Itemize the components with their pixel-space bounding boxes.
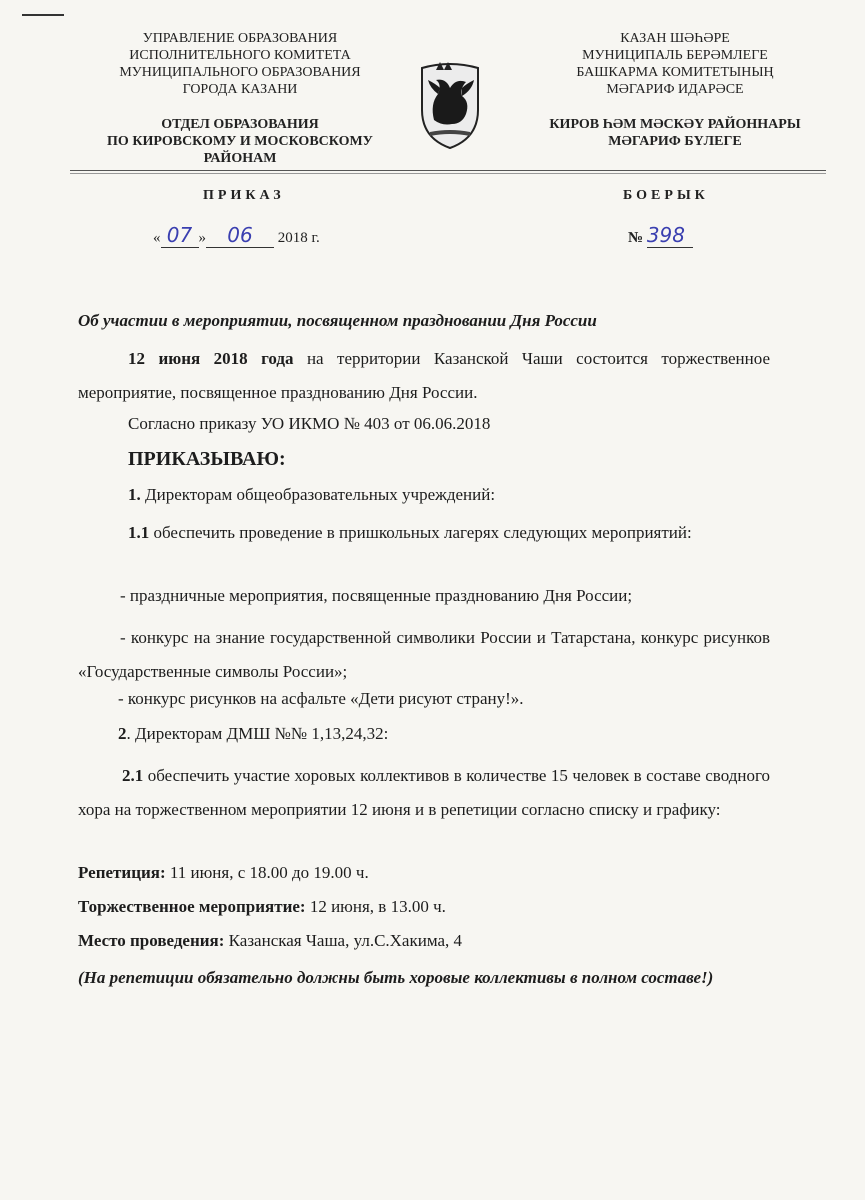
- number-value: 398: [647, 223, 693, 248]
- event-label: Торжественное мероприятие:: [78, 897, 306, 916]
- paragraph-reference: Согласно приказу УО ИКМО № 403 от 06.06.2018: [128, 414, 491, 433]
- item-2-number: 2: [118, 724, 127, 743]
- intro-date: 12 июня 2018 года: [128, 349, 294, 368]
- place-info: [78, 931, 462, 951]
- rehearsal-info: [78, 863, 369, 883]
- order-date: [153, 223, 320, 248]
- rehearsal-text: 11 июня, с 18.00 до 19.00 ч.: [165, 863, 369, 882]
- header-right-dept-line: КИРОВ ҺӘМ МӘСКӘҮ РАЙОННАРЫ: [549, 117, 801, 132]
- header-left-dept-line: ОТДЕЛ ОБРАЗОВАНИЯ: [161, 117, 319, 132]
- list-item: - праздничные мероприятия, посвященные празднованию Дня России;: [120, 586, 633, 605]
- item-1-text: Директорам общеобразовательных учреждений:: [140, 485, 496, 504]
- place-text: Казанская Чаша, ул.С.Хакима, 4: [224, 931, 463, 950]
- paragraph-intro: [78, 342, 770, 410]
- item-1-1-number: 1.1: [128, 523, 150, 542]
- header-divider: [70, 170, 826, 171]
- kazan-coat-of-arms-icon: [416, 58, 484, 150]
- header-left-line: ГОРОДА КАЗАНИ: [182, 82, 298, 97]
- document-subject: Об участии в мероприятии, посвященном праздновании Дня России: [78, 311, 597, 330]
- item-2-1-text: обеспечить участие хоровых коллективов в количестве 15 человек в составе сводного хора на торжественном мероприятии 12 июня и в репетиции согласно списку и графику:: [78, 766, 770, 819]
- header-left-dept-line: ПО КИРОВСКОМУ И МОСКОВСКОМУ: [107, 134, 373, 149]
- header-right-line: БАШКАРМА КОМИТЕТЫНЫҢ: [576, 65, 774, 80]
- intro-text: на территории Казанской Чаши состоится торжественное мероприятие, посвященное празднованию Дня России.: [78, 349, 770, 402]
- header-left-dept-line: РАЙОНАМ: [203, 151, 277, 166]
- item-1-number: 1.: [128, 485, 141, 504]
- order-number: [628, 223, 693, 248]
- event-text: 12 июня, в 13.00 ч.: [305, 897, 446, 916]
- place-label: Место проведения:: [78, 931, 225, 950]
- number-label: №: [628, 230, 647, 246]
- rehearsal-label: Репетиция:: [78, 863, 166, 882]
- date-year: 2018 г.: [274, 230, 320, 246]
- date-close-quote: »: [198, 230, 206, 246]
- date-day: 07: [161, 223, 199, 248]
- header-left-line: МУНИЦИПАЛЬНОГО ОБРАЗОВАНИЯ: [119, 65, 361, 80]
- header-right-dept-line: МӘГАРИФ БҮЛЕГЕ: [608, 134, 742, 149]
- header-right: [545, 30, 805, 150]
- header-right-line: КАЗАН ШӘҺӘРЕ: [620, 31, 730, 46]
- scan-mark: [22, 14, 64, 16]
- item-2: [118, 724, 388, 744]
- header-divider-secondary: [70, 173, 826, 174]
- date-month: 06: [206, 223, 274, 248]
- item-1: [128, 485, 495, 505]
- item-1-1: [78, 516, 770, 550]
- item-1-1-text: обеспечить проведение в пришкольных лагерях следующих мероприятий:: [149, 523, 692, 542]
- list-item: - конкурс рисунков на асфальте «Дети рисуют страну!».: [118, 689, 524, 708]
- item-2-1: [78, 759, 770, 827]
- event-info: [78, 897, 446, 917]
- order-heading: ПРИКАЗЫВАЮ:: [128, 448, 286, 470]
- header-left: [90, 30, 390, 167]
- item-2-text: . Директорам ДМШ №№ 1,13,24,32:: [126, 724, 389, 743]
- rehearsal-note: (На репетиции обязательно должны быть хоровые коллективы в полном составе!): [78, 968, 714, 987]
- header-left-line: ИСПОЛНИТЕЛЬНОГО КОМИТЕТА: [129, 48, 351, 63]
- list-item: - конкурс на знание государственной символики России и Татарстана, конкурс рисунков «Государственные символы России»;: [78, 628, 770, 681]
- prikaz-title: ПРИКАЗ: [203, 188, 285, 203]
- date-open-quote: «: [153, 230, 161, 246]
- header-right-line: МӘГАРИФ ИДАРӘСЕ: [606, 82, 744, 97]
- boeryk-title: БОЕРЫК: [623, 188, 709, 203]
- header-right-department: [545, 116, 805, 150]
- header-left-department: [90, 116, 390, 167]
- header-left-line: УПРАВЛЕНИЕ ОБРАЗОВАНИЯ: [142, 31, 338, 46]
- item-2-1-number: 2.1: [122, 766, 144, 785]
- header-right-line: МУНИЦИПАЛЬ БЕРӘМЛЕГЕ: [582, 48, 768, 63]
